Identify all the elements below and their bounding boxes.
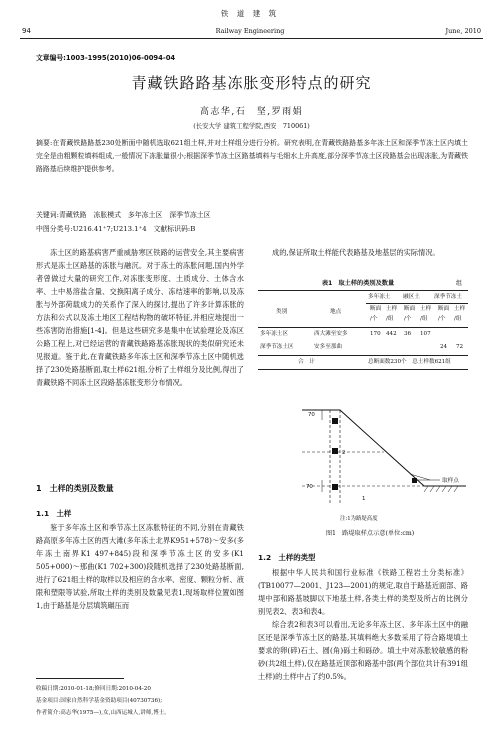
article-title: 青藏铁路路基冻胀变形特点的研究	[131, 74, 372, 92]
section-1-1-body	[36, 521, 244, 612]
table-cell: 24	[440, 344, 448, 350]
table-row-category: 多年冻土区	[260, 331, 288, 337]
table-top-rule	[258, 290, 468, 291]
table-subhead: 断面	[438, 306, 450, 312]
ground-hatching	[424, 486, 458, 492]
journal-name-en: Railway Engineering	[215, 27, 285, 35]
figure-label-70-bottom: 70	[306, 484, 313, 490]
table-subunit: /组	[386, 316, 394, 322]
table-cell: 72	[456, 344, 464, 350]
table-cell: 107	[420, 331, 431, 337]
section-1-1-paragraph: 鉴于多年冻土区和季节冻土区冻胀特征的不同,分别在青藏铁路高原多年冻土区的西大滩(多年冻土北界K951+578)～安多(多年冻土南界K1 497+845)段和深季节冻土区的安多(K1 505+000)～那曲(K1 702+300)段随机选择了230处路基断面,进行了621组土样的取样以及相应的含水率、密度、颗粒分析、液限和塑限等试验,所取土样的类别及数量见表1,现场取样位置如图1,由于路基是分层填筑碾压而	[36, 523, 244, 610]
issue-date: June, 2010	[445, 27, 481, 35]
table-subhead: 土样	[420, 306, 432, 312]
abstract: 摘要:在青藏铁路路基230处断面中随机选取621组土样,并对土样组分进行分析。研究表明,在青藏铁路路基多年冻土区和深季节冻土区内填土完全是由粗颗粒填料组成,一般情况下冻胀量很小;根据深季节冻土区路基填料与毛细水上升高度,部分深季节冻土区段路基会出现冻胀,为青藏铁路路基后续维护提供参考。	[36, 139, 468, 174]
table-row-location: 安多至那曲	[314, 344, 342, 350]
table-total-label: 合 计	[298, 359, 315, 365]
soil-sample-table	[258, 290, 468, 380]
table-group-underline	[366, 303, 468, 304]
classification: 中图分类号:U216.41⁺7;U213.1⁺4 文献标识码:B	[36, 225, 196, 233]
figure-label-1: 1	[362, 496, 366, 502]
affiliation: (长安大学 建筑工程学院,西安 710061)	[193, 122, 310, 130]
table-header-location: 地点	[330, 309, 342, 315]
table-subunit: /个	[438, 316, 446, 322]
intro-paragraph: 冻土区的路基病害严重威胁寒区铁路的运营安全,其主要病害形式是冻土区路基的冻胀与融沉。对于冻土的冻胀问题,国内外学者曾做过大量的研究工作,对冻胀变形度、土质成分、土体含水率、土中易溶盐含量、交换阳离子成分、冻结速率的影响,以及冻胀与外部荷载成力的关系作了深入的探讨,提出了许多计算冻胀的方法和公式以及冻土地区工程结构物的破坏特征,并相应地提出一些冻害防治措施[1-4]。但是这些研究多是集中在试验理论及冻区公路工程上,对已经运营的青藏铁路路基冻胀现状的类似研究还未见报道。鉴于此,在青藏铁路多年冻土区和深季节冻土区中随机选择了230处路基断面,取土样621组,分析了土样组分及比例,得出了青藏铁路不同冻土区段路基冻胀变形分布情况。	[36, 248, 244, 387]
table-caption: 表1 取土样的类别及数量	[321, 280, 395, 287]
keywords: 关键词:青藏铁路 冻胀模式 多年冻土区 深季节冻土区	[36, 211, 211, 219]
figure-label-2: 2	[342, 450, 346, 456]
right-top-paragraph: 成的,保证所取土样能代表路基及地基层的实际情况。	[272, 248, 440, 257]
table-subunit: /个	[404, 316, 412, 322]
table-total-text: 总断面数230个 总土样数621组	[368, 359, 451, 365]
figure-note: 注:1为路堤高度	[340, 516, 378, 522]
table-total-rule	[258, 355, 468, 356]
table-group-thaw-zone: 融区土	[403, 294, 420, 300]
table-cell: 170	[370, 331, 381, 337]
figure-caption: 图1 路堤取样点示意(单位:cm)	[325, 530, 415, 537]
figure-label-70-top: 70	[308, 412, 315, 418]
section-1-2-paragraph: 综合表2和表3可以看出,无论多年冻土区、多年冻土区中的融区还是深季节冻土区的路基,其填料绝大多数采用了符合路堤填土要求的卵(碎)石土、圆(角)砾土和砾砂。填土中对冻胀较敏感的粉砂(共2组土样),仅在路基近顶部和路基中部(两个部位共计有391组土样)的土样中占了约0.5%。	[258, 620, 468, 681]
sample-point-marker	[332, 418, 338, 424]
header-rule	[20, 38, 483, 39]
footnote-author: 作者简介:高志华(1975—),女,山西运城人,讲师,博士。	[36, 710, 170, 716]
table-subunit: /组	[454, 316, 462, 322]
table-row-category: 深季节冻土区	[260, 344, 294, 350]
journal-name-cn: 铁 道 建 筑	[220, 9, 280, 18]
sample-point-marker	[412, 478, 417, 483]
table-cell: 36	[404, 331, 412, 337]
article-number: 文章编号:1003-1995(2010)06-0094-04	[36, 54, 176, 62]
embankment-sampling-figure	[300, 400, 470, 508]
footnote-received: 收稿日期:2010-01-18;修回日期:2010-04-20	[36, 686, 151, 692]
section-heading-1-1: 1.1 土样	[36, 509, 72, 518]
embankment-outline	[302, 410, 466, 486]
table-bottom-rule	[258, 369, 468, 370]
right-top-text	[258, 246, 468, 259]
table-group-permafrost: 多年冻土	[368, 294, 391, 300]
section-1-2-paragraph: 根据中华人民共和国行业标准《铁路工程岩土分类标准》(TB10077—2001、J123—2001)的规定,取自于路基近面部、路堤中部和路基坡脚以下地基土样,各类土样的类型及所占的比例分别见表2、表3和表4。	[258, 568, 468, 616]
sample-point-marker	[332, 484, 338, 490]
table-subhead: 土样	[454, 306, 466, 312]
table-subhead: 断面	[370, 306, 382, 312]
page-number: 94	[22, 27, 31, 35]
sample-point-marker	[332, 448, 338, 454]
table-group-seasonal: 深季节冻土	[434, 294, 462, 300]
authors: 高志华,石 坚,罗雨娟	[199, 107, 304, 117]
table-subunit: /组	[420, 316, 428, 322]
footnote-fund: 基金项目:国家自然科学基金资助项目(40730736);	[36, 698, 163, 704]
table-cell: 442	[386, 331, 397, 337]
table-header-rule	[258, 327, 468, 328]
table-subhead: 断面	[404, 306, 416, 312]
table-subhead: 土样	[386, 306, 398, 312]
table-header-category: 类别	[276, 309, 288, 315]
intro-section	[36, 246, 244, 389]
section-1-2-body	[258, 566, 468, 683]
table-unit: 组	[456, 280, 463, 287]
section-heading-1-2: 1.2 土样的类型	[258, 553, 316, 562]
table-row-location: 西大滩至安多	[314, 331, 348, 337]
footnote-rule	[36, 678, 124, 679]
section-heading-1: 1 土样的类别及数量	[36, 484, 114, 493]
table-subunit: /个	[370, 316, 378, 322]
figure-label-sample-point: 取样点	[442, 478, 459, 484]
